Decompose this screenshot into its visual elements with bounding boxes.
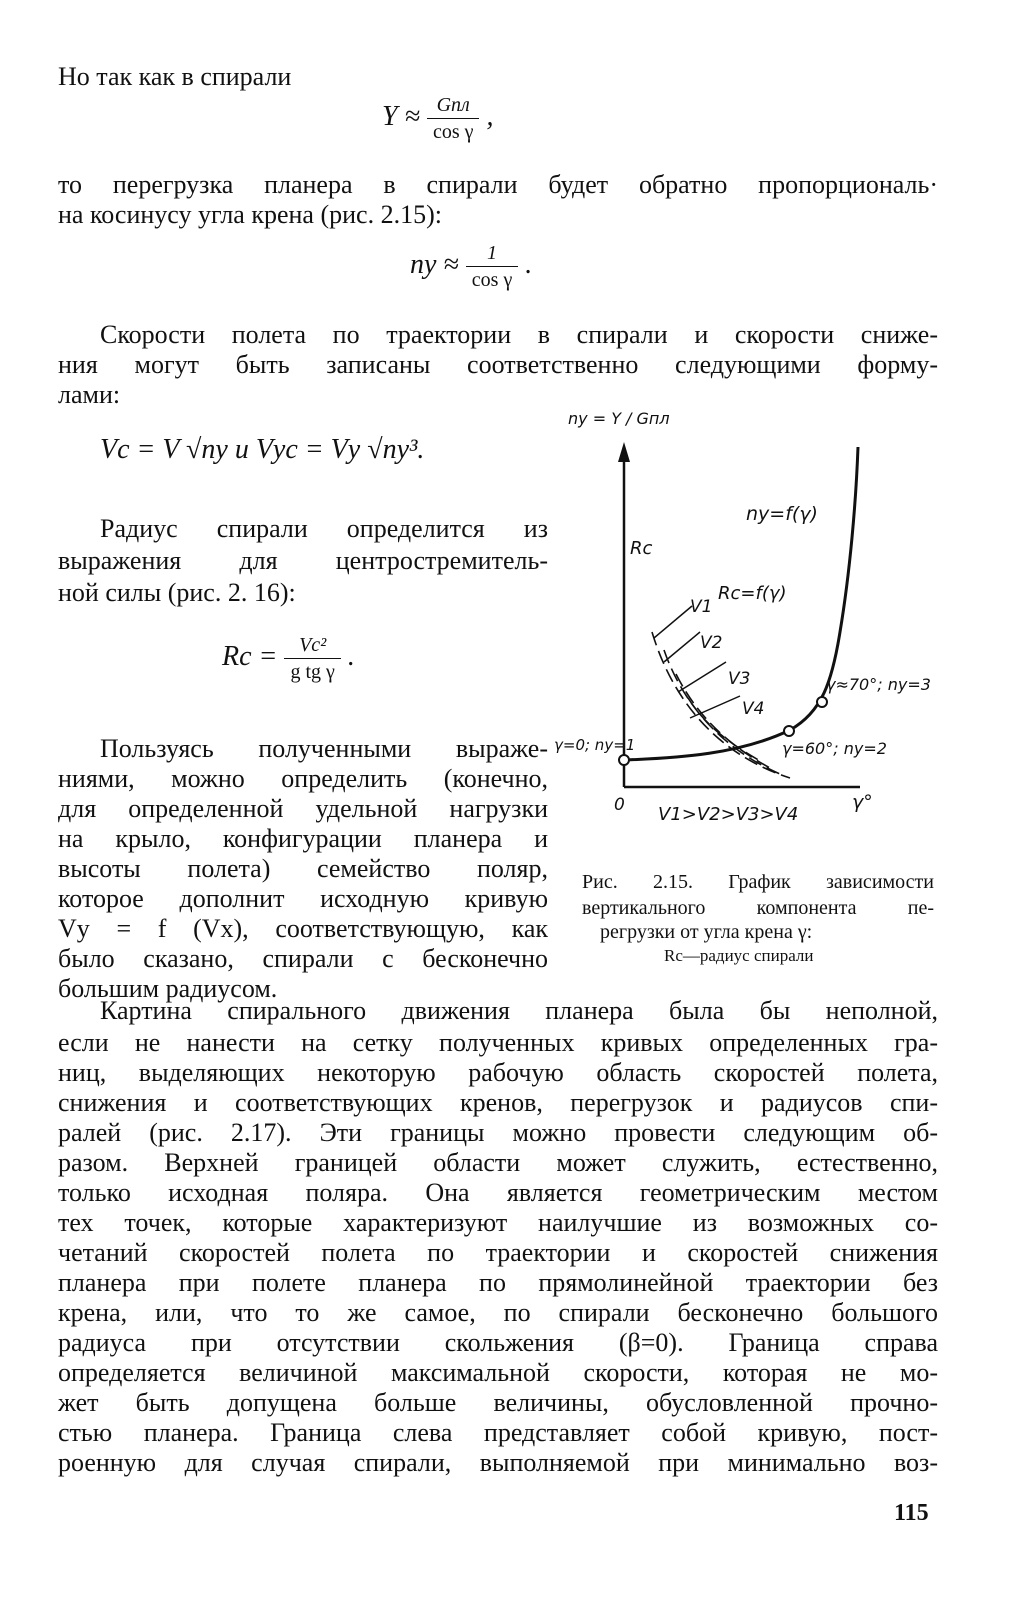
v2-leader xyxy=(664,632,700,662)
y-axis-arrow xyxy=(618,442,630,462)
formula-lift xyxy=(382,92,493,145)
formula-lift-tail: , xyxy=(486,100,494,132)
formula-load-factor-tail: . xyxy=(525,248,533,280)
paragraph-line: Vу = f (Vх), соответствующую, как xyxy=(58,914,548,943)
formula-radius-numerator: Vс² xyxy=(284,632,340,659)
formula-lift-denominator: cos γ xyxy=(432,121,474,143)
paragraph-line: Радиус спирали определится из xyxy=(100,514,548,543)
paragraph-line: высоты полета) семейство поляр, xyxy=(58,854,548,883)
point-gamma-0-label: γ=0; ny=1 xyxy=(554,736,636,754)
paragraph-line: роенную для случая спирали, выполняемой при минимально воз- xyxy=(58,1448,938,1477)
paragraph-line: тех точек, которые характеризуют наилучшие из возможных со- xyxy=(58,1208,938,1237)
paragraph-line: ниц, выделяющих некоторую рабочую область скоростей полета, xyxy=(58,1058,938,1087)
curve-rc-v3 xyxy=(676,674,770,768)
v1-label: V1 xyxy=(690,597,713,617)
point-gamma-70 xyxy=(817,697,827,707)
paragraph-line: лами: xyxy=(58,380,121,409)
paragraph-line: крена, или, что то же самое, по спирали бесконечно большого xyxy=(58,1298,938,1327)
paragraph-line: было сказано, спирали с бесконечно xyxy=(58,944,548,973)
paragraph-line: стью планера. Граница слева представляет собой кривую, пост- xyxy=(58,1418,938,1447)
figure-caption-line: Rс—радиус спирали xyxy=(664,946,814,965)
v1-leader xyxy=(654,606,692,638)
paragraph-line: радиуса при отсутствии скольжения (β=0). Граница справа xyxy=(58,1328,938,1357)
formula-velocities: Vс = V √nу и Vус = Vу √nу³. xyxy=(100,434,425,465)
curve-ny-label: ny=f(γ) xyxy=(746,503,818,525)
point-gamma-0 xyxy=(619,755,629,765)
velocity-inequality: V1>V2>V3>V4 xyxy=(658,804,799,825)
paragraph-line: Скорости полета по траектории в спирали и скорости сниже- xyxy=(100,320,938,349)
x-axis-label: γ° xyxy=(852,791,873,813)
formula-load-factor-denominator: cos γ xyxy=(471,269,513,291)
paragraph-line: только исходная поляра. Она является геометрическим местом xyxy=(58,1178,938,1207)
formula-radius-denominator: g tg γ xyxy=(290,661,335,683)
paragraph-line: снижения и соответствующих кренов, перегрузок и радиусов спи- xyxy=(58,1088,938,1117)
paragraph-line: на крыло, конфигурации планера и xyxy=(58,824,548,853)
formula-load-factor xyxy=(410,240,532,293)
figure-load-factor-graph xyxy=(554,392,931,825)
formula-load-factor-lhs: nу ≈ xyxy=(410,248,459,280)
paragraph-line: планера при полете планера по прямолинейной траектории без xyxy=(58,1268,938,1297)
paragraph-line: Пользуясь полученными выраже- xyxy=(100,734,548,763)
paragraph-line: разом. Верхней границей области может служить, естественно, xyxy=(58,1148,938,1177)
paragraph-line: ной силы (рис. 2. 16): xyxy=(58,578,296,607)
formula-radius-tail: . xyxy=(347,640,355,672)
formula-load-factor-fraction xyxy=(466,240,519,293)
y-axis-label: ny = Y / Gпл xyxy=(568,409,670,428)
paragraph-line: для определенной удельной нагрузки xyxy=(58,794,548,823)
paragraph-line: которое дополнит исходную кривую xyxy=(58,884,548,913)
figure-caption-line: регрузки от угла крена γ: xyxy=(600,921,813,943)
v4-label: V4 xyxy=(742,699,765,719)
origin-label: 0 xyxy=(614,795,625,815)
paragraph-line: если не нанести на сетку полученных кривых определенных гра- xyxy=(58,1028,938,1057)
formula-radius xyxy=(222,632,355,685)
point-gamma-60 xyxy=(784,726,794,736)
formula-lift-lhs: Y ≈ xyxy=(382,100,420,132)
paragraph-intro: Но так как в спирали xyxy=(58,62,292,91)
point-gamma-60-label: γ=60°; ny=2 xyxy=(782,739,887,758)
formula-load-factor-numerator: 1 xyxy=(466,240,519,267)
v2-label: V2 xyxy=(700,633,723,653)
point-gamma-70-label: γ≈70°; ny=3 xyxy=(826,675,931,694)
page-number: 115 xyxy=(894,1500,929,1526)
paragraph-line: ния могут быть записаны соответственно следующими форму- xyxy=(58,350,938,379)
paragraph-line: большим радиусом. xyxy=(58,974,278,1003)
formula-radius-fraction xyxy=(284,632,340,685)
paragraph-line: ралей (рис. 2.17). Эти границы можно провести следующим об- xyxy=(58,1118,938,1147)
figure-caption-line: Рис. 2.15. График зависимости xyxy=(582,871,934,893)
formula-radius-lhs: Rс = xyxy=(222,640,278,672)
v3-leader xyxy=(678,662,726,692)
paragraph-line: на косинусу угла крена (рис. 2.15): xyxy=(58,200,442,229)
paragraph-line: выражения для центростремитель- xyxy=(58,546,548,575)
formula-lift-numerator: Gпл xyxy=(427,92,480,119)
rc-axis-label: Rc xyxy=(630,538,653,559)
paragraph-line: четаний скоростей полета по траектории и скоростей снижения xyxy=(58,1238,938,1267)
paragraph-line: Картина спирального движения планера была бы неполной, xyxy=(100,996,938,1025)
paragraph-line: жет быть допущена больше величины, обусловленной прочно- xyxy=(58,1388,938,1417)
v4-leader xyxy=(690,696,740,718)
curve-rc-label: Rc=f(γ) xyxy=(718,583,787,604)
figure-caption-line: вертикального компонента пе- xyxy=(582,897,934,919)
formula-lift-fraction xyxy=(427,92,480,145)
paragraph-line: определяется величиной максимальной скорости, которая не мо- xyxy=(58,1358,938,1387)
paragraph-line: ниями, можно определить (конечно, xyxy=(58,764,548,793)
paragraph-line: то перегрузка планера в спирали будет обратно пропорциональ· xyxy=(58,170,938,199)
v3-label: V3 xyxy=(728,669,751,689)
